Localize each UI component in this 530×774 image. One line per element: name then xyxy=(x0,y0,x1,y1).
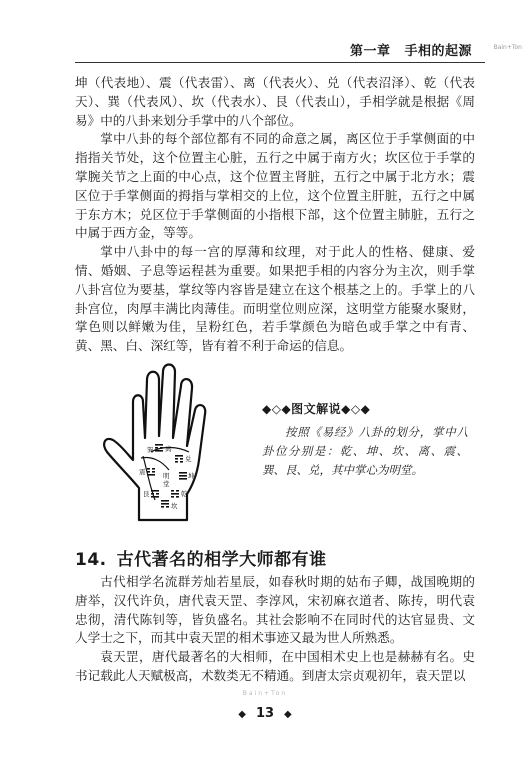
palm-label-kan: 坎 xyxy=(171,502,178,510)
paragraph: 掌中八卦中的每一宫的厚薄和纹理，对于此人的性格、健康、爱情、婚姻、子息等运程甚为重要。如果把手相的内容分为主次，则手掌八卦宫位为要基，掌纹等内容皆是建立在这个根基之上的。手掌上的八卦宫位，肉厚丰满比肉薄佳。而明堂位则应深，这明堂方能聚水聚财，掌色则以鲜嫩为佳，呈粉红色，若手掌颜色为暗色或手掌之中有青、黄、黑、白、深红等，皆有着不利于命运的信息。 xyxy=(75,244,475,354)
body-text-top xyxy=(75,74,475,356)
header-rule xyxy=(75,62,485,63)
section-number: 14. xyxy=(75,550,107,570)
chapter-label: 第一章 xyxy=(349,44,391,59)
footer-watermark: Bain+Ton xyxy=(242,690,288,697)
diamond-ornament-left: ◆ xyxy=(238,709,246,720)
header-watermark: Bain+Ton xyxy=(493,44,522,51)
palm-bagua-illustration xyxy=(95,360,230,525)
palm-label-li: 离 xyxy=(165,445,172,453)
palm-label-ming: 明 xyxy=(163,472,170,480)
paragraph: 袁天罡，唐代最著名的大相师，在中国相术史上也是赫赫有名。史书记载此人天赋极高，术数类无不精通。到唐太宗贞观初年，袁天罡以 xyxy=(75,649,475,683)
chapter-title: 手相的起源 xyxy=(404,44,472,59)
palm-label-qian: 乾 xyxy=(181,490,188,498)
figure-caption-text: 按照《易经》八卦的划分，掌中八卦位分别是：乾、坤、坎、离、震、巽、艮、兑，其中掌心为明堂。 xyxy=(262,425,468,477)
page-number: 13 xyxy=(255,706,275,721)
palm-label-kun: 坤 xyxy=(188,472,195,480)
page-footer xyxy=(0,706,530,721)
palm-label-xun: 巽 xyxy=(147,446,154,454)
diamond-ornament-right: ◆ xyxy=(284,709,292,720)
paragraph: 掌中八卦的每个部位都有不同的命意之属，离区位于手掌侧面的中指指关节处，这个位置主心脏，五行之中属于南方火；坎区位于手掌的掌腕关节之上面的中心点，这个位置主肾脏，五行之中属于北方水；震区位于手掌侧面的拇指与掌相交的上位，这个位置主肝脏，五行之中属于东方木；兑区位于手掌侧面的小指根下部，这个位置主肺脏，五行之中属于西方金，等等。 xyxy=(75,131,475,241)
running-header xyxy=(350,40,472,59)
figure-caption-title: ◆◇◆图文解说◆◇◆ xyxy=(262,402,371,416)
palm-label-tang: 堂 xyxy=(163,480,170,488)
body-text-bottom xyxy=(75,573,475,686)
paragraph: 古代相学名流群芳灿若星辰，如春秋时期的姑布子卿，战国晚期的唐举，汉代许负，唐代袁天罡、李淳风，宋初麻衣道者、陈抟，明代袁忠彻，清代陈钊等，皆负盛名。其社会影响不在同时代的达官显贵、文人学士之下，而其中袁天罡的相术事迹又最为世人所熟悉。 xyxy=(75,574,475,646)
palm-label-gen: 艮 xyxy=(143,490,150,498)
paragraph: 坤（代表地）、震（代表雷）、离（代表火）、兑（代表沼泽）、乾（代表天）、巽（代表风）、坎（代表水）、艮（代表山），手相学就是根据《周易》中的八卦来划分手掌中的八个部位。 xyxy=(75,75,475,128)
section-title: 古代著名的相学大师都有谁 xyxy=(116,550,327,570)
palm-label-dui: 兑 xyxy=(185,455,192,463)
palm-label-zhen: 震 xyxy=(139,468,146,476)
section-heading xyxy=(75,545,327,570)
